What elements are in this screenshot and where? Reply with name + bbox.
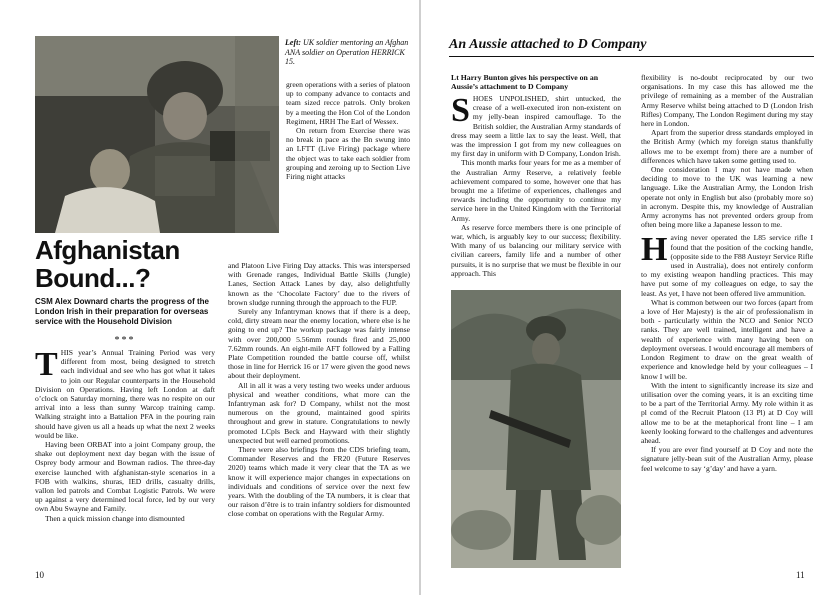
paragraph: Apart from the superior dress standards employed in the British Army (which my foreign status thankfully allows me to be exempt from) there are a number of differences which have taken some getting used to. [641,128,813,165]
paragraph: Having never operated the L85 service rifle I found that the position of the cocking handle, (opposite side to the F88 Austeyr Service Rifle used in Australia), does not entirely conform to my existing weapon handling practices. This may have put some of my colleagues on edge, to say the least. As yet, I have not been offered live ammunition. [641,231,813,298]
paragraph: All in all it was a very testing two weeks under arduous physical and weather conditions, what more can the Infantryman ask for? D Company, whilst not the most numerous on the ground, maintained good spirits throughout and grew in stature. Congratulations to newly promoted LCpls Beck and Hayward with their slightly unexpected but well earned promotions. [228,380,410,445]
right-page [421,0,840,595]
paragraph: On return from Exercise there was no break in pace as the Bn swung into an LFTT (Live Firing) package where the object was to take each soldier from grouping and zeroing up to Section Live Firing night attacks [286,126,410,182]
article-standfirst: CSM Alex Downard charts the progress of the London Irish in their preparation for overseas service with the Household Division [35,297,209,326]
paragraph: This month marks four years for me as a member of the Australian Army Reserve, a relatively feeble achievement compared to some, however one that has brought me a lifetime of experiences, challenges and rewards including the opportunity to continue my service here in the United Kingdom with the Territorial Army. [451,158,621,223]
paragraph: Then a quick mission change into dismounted [45,513,185,523]
photo-caption [285,38,410,67]
paragraph: If you are ever find yourself at D Coy and note the signature jelly-bean suit of the Australian Army, please feel welcome to say ‘g’day’ and have a yarn. [641,445,813,473]
paragraph: One consideration I may not have made when deciding to move to the UK was learning a new language. Like the Australian Army, the London Irish operate not only in English but also (probably more so) in acronym. Despite this, my knowledge of Australian Army acronyms has not prevented orders group from often being more like a Japanese lesson to me. [641,165,813,230]
paragraph: flexibility is no-doubt reciprocated by our two organisations. In my case this has allowed me the privilege of remaining as a member of the Australian Army Reserve whilst being attached to D (London Irish Rifles) Company, The London Regiment during my stay here in London. [641,73,813,129]
paragraph: As reserve force members there is one principle of war, which, is arguably key to our success; flexibility. With many of us balancing our military service with civilian careers, family life and a number of other pursuits, it is no surprise that we must be flexible in our approach. This [451,222,621,278]
paragraph: Surely any Infantryman knows that if there is a deep, cold, dirty stream near the enemy location, where else is he going to end up? The workup package was fairly intense with over 200,000 5.56mm rounds fired and 25,000 7.62mm rounds. An eight-mile AFT followed by a Falling Plate Competition rounded the battle course off, whilst those in line for Herrick 16 or 17 were given the good news about their deployment. [228,307,410,381]
caption-text: UK soldier mentoring an Afghan ANA soldier on Operation HERRICK 15. [285,38,409,66]
left-column-1 [35,348,215,523]
drop-cap: T [35,346,58,383]
paragraph: There were also briefings from the CDS briefing team, Commander Reserves and the FR20 (Future Reserves 2020) teams which made it very clear that the TA as we know it will experience major changes in expectations on individuals and conditions of service over the next few years. With the doubling of the TA numbers, it is clear that our raison d’être is to train infantry soldiers for dismounted close combat on operations with the Regular Army. [228,445,410,519]
paragraph: green operations with a series of platoon up to company advance to contacts and team sized recce patrols. Only broken by a meeting the Hon Col of the London Regiment, HRH The Earl of Wessex. [286,80,410,126]
paragraph: Having been ORBAT into a joint Company group, the shake out deployment next day began with the issue of Osprey body armour and Bowman radios. The three-day exercise launched with afghanistan-style scenarios in a FOB with walkins, shuras, IED drills, casualty drills, vallon led patrols and Combat Logistic Patrols. We were up against a very determined local force, led by our very own Abu Swayne and Family. [35,440,215,514]
soldier-mentoring-photo [35,36,279,233]
article-standfirst: Lt Harry Bunton gives his perspective on an Aussie’s attachment to D Company [451,73,599,92]
separator-stars: *** [114,335,136,346]
drop-cap: S [451,92,470,129]
caption-label: Left: [285,38,301,47]
right-column-2 [641,73,813,473]
drop-cap: H [641,231,668,269]
paragraph: THIS year’s Annual Training Period was very different from most, being designed to stretch each individual and see who has got what it takes to join our Regular counterparts in the Household Division on Operations. Having left London at daft o’clock on Saturday morning, there was no respite on our arrival into a less than sunny Warcop training camp. Walking straight into a Battalion PFA in the pouring rain should have given us all a heads up what the next 2 weeks would be like. [35,346,215,440]
right-column-1 [451,94,621,278]
left-column-2-bottom [228,261,410,519]
paragraph: What is common between our two forces (apart from a love of Her Majesty) is the air of professionalism in both - particularly within the NCO and Senior NCO ranks. They are well trained, intelligent and have a wealth of experience with many having been on deployment overseas. I would encourage all members of London Regiment to draw on the great wealth of experience and knowledge held by your colleagues – I know I will be. [641,297,813,381]
paragraph: SHOES UNPOLISHED, shirt untucked, the crease of a well-executed iron non-existent on my jelly-bean inspired camouflage. To the British soldier, the Australian Army standards of dress may seem a little lax to say the least. Well, that was the impression I got from my new colleagues on my first day in uniform with D Company, London Irish. [451,92,621,159]
left-column-2-top [286,80,410,181]
paragraph: and Platoon Live Firing Day attacks. This was interspersed with Grenade ranges, Individual Battle Skills (Jungle) Lanes, Section Attack Lanes by day, also delightfully known as the ‘Chocolate Factory’ due to the rivers of brown sludge running through the approach to the FUP. [228,261,410,307]
page-number: 10 [35,570,44,580]
article-headline: Afghanistan Bound...? [35,235,180,293]
page-number: 11 [796,570,805,580]
australian-soldier-photo [451,290,621,568]
article-title: An Aussie attached to D Company [449,37,647,52]
paragraph: With the intent to significantly increase its size and utilisation over the coming years, it is an exciting time to be a part of the Territorial Army. My role within it as pl comd of the Recruit Platoon (13 Pl) at D Coy will allow me to be at the metaphorical front line – I am keenly looking forward to the challenges and adventures ahead. [641,380,813,445]
title-rule [449,56,814,57]
